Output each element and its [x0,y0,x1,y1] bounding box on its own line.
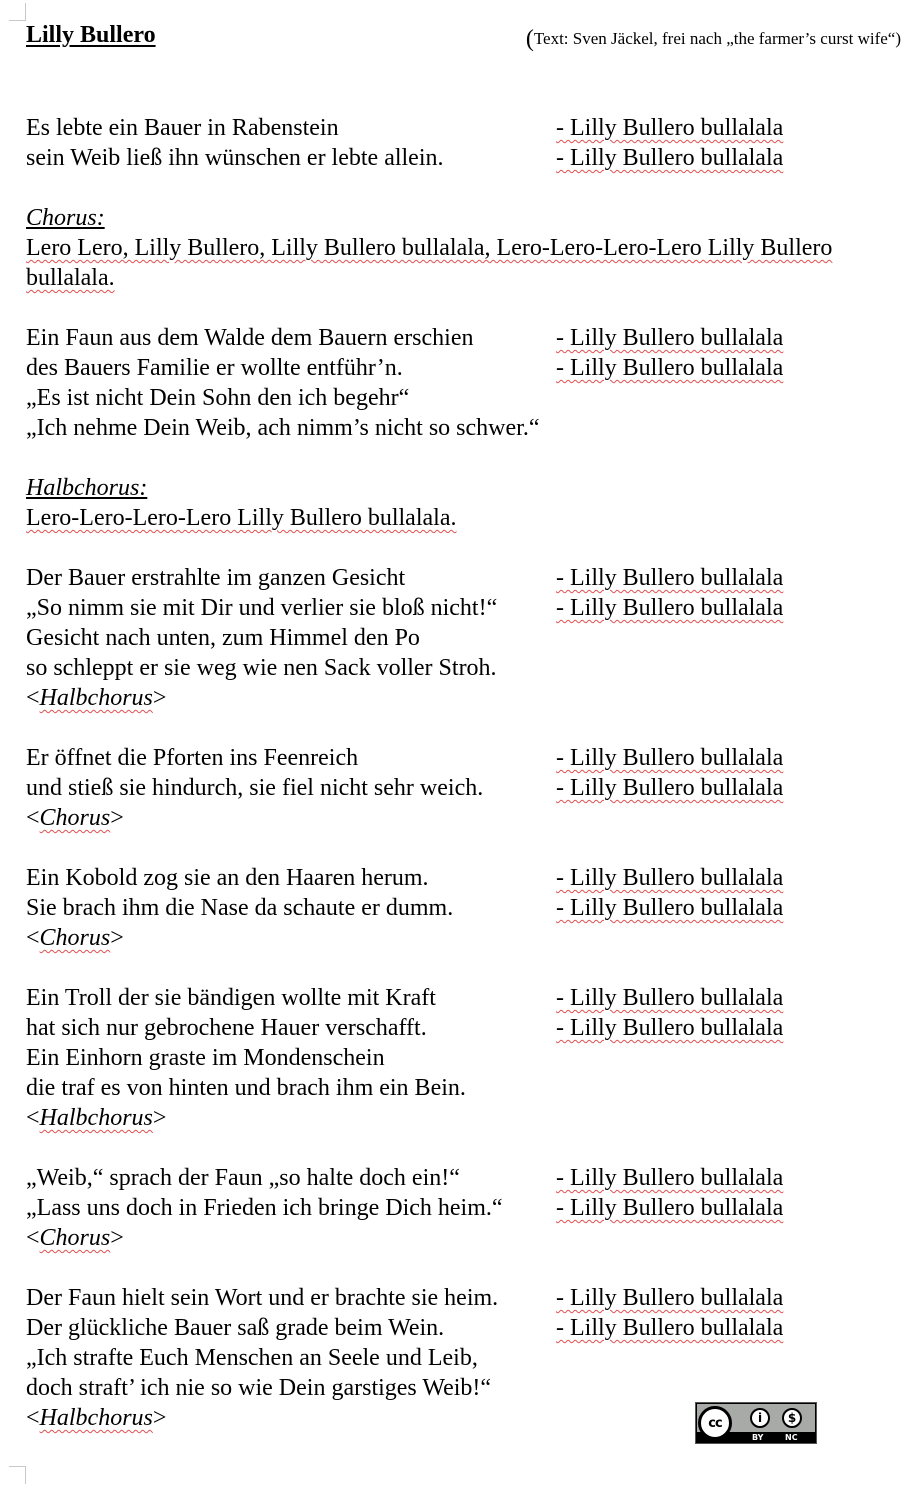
verse-text: Ein Kobold zog sie an den Haaren herum. [26,865,429,891]
verse-text: „Lass uns doch in Frieden ich bringe Dich heim.“ [26,1195,503,1221]
verse-text: Es lebte ein Bauer in Rabenstein [26,115,339,141]
ref-open: < [26,1405,40,1431]
verse-line: „Ich strafte Euch Menschen an Seele und Leib, [26,1345,478,1371]
verse-line [26,113,916,143]
refrain-text: - Lilly Bullero bullalala [556,775,784,801]
ref-open: < [26,805,40,831]
verse-line: Gesicht nach unten, zum Himmel den Po [26,625,420,651]
halbchorus-text [26,503,916,533]
verse-line [26,863,916,893]
verse-line: die traf es von hinten und brach ihm ein Bein. [26,1075,466,1101]
ref-label: Halbchorus [39,1105,153,1131]
refrain-text: - Lilly Bullero bullalala [556,145,784,171]
lyrics-body [26,113,916,1433]
chorus-reference [26,803,916,833]
song-title: Lilly Bullero [26,22,156,48]
verse-text: sein Weib ließ ihn wünschen er lebte allein. [26,145,444,171]
refrain-text: - Lilly Bullero bullalala [556,1315,784,1341]
verse-line [26,323,916,353]
ref-open: < [26,1225,40,1251]
halbchorus-heading [26,473,916,503]
verse-text: „Weib,“ sprach der Faun „so halte doch ein!“ [26,1165,460,1191]
verse-text: Der Faun hielt sein Wort und er brachte sie heim. [26,1285,499,1311]
refrain-text: - Lilly Bullero bullalala [556,985,784,1011]
refrain-text: - Lilly Bullero bullalala [556,865,784,891]
refrain-text: - Lilly Bullero bullalala [556,325,784,351]
halbchorus-heading-text: Halbchorus: [26,475,148,501]
verse-line [26,563,916,593]
refrain-text: - Lilly Bullero bullalala [556,115,784,141]
ref-open: < [26,925,40,951]
ref-close: > [110,805,124,831]
halbchorus-reference [26,1103,916,1133]
ref-label: Chorus [39,1225,111,1251]
refrain-text: - Lilly Bullero bullalala [556,565,784,591]
verse-line [26,143,916,173]
verse-line: so schleppt er sie weg wie nen Sack voller Stroh. [26,655,497,681]
verse-text: Er öffnet die Pforten ins Feenreich [26,745,359,771]
verse-text: Ein Troll der sie bändigen wollte mit Kraft [26,985,436,1011]
verse-line [26,1013,916,1043]
credit-text: Text: Sven Jäckel, frei nach „the farmer’s curst wife“ [533,29,896,48]
noncommercial-icon: $ [782,1408,802,1428]
ref-close: > [152,1105,167,1131]
verse-text: „So nimm sie mit Dir und verlier sie bloß nicht!“ [26,595,498,621]
refrain-text: - Lilly Bullero bullalala [556,1195,784,1221]
ref-close: > [152,685,167,711]
ref-label: Halbchorus [39,685,153,711]
chorus-reference [26,1223,916,1253]
verse-line [26,1193,916,1223]
credit-open-paren: ( [525,26,534,52]
refrain-text: - Lilly Bullero bullalala [556,595,784,621]
ref-open: < [26,685,40,711]
verse-text: Ein Faun aus dem Walde dem Bauern erschien [26,325,474,351]
attribution-icon: i [750,1408,770,1428]
by-label: BY [752,1433,764,1442]
verse-line: doch straft’ ich nie so wie Dein garstiges Weib!“ [26,1375,492,1401]
nc-label: NC [785,1433,798,1442]
ref-close: > [110,925,124,951]
cc-by-nc-license-badge [695,1402,817,1444]
ref-close: > [152,1405,167,1431]
halbchorus-text-content: Lero-Lero-Lero-Lero Lilly Bullero bullalala. [26,505,457,531]
refrain-text: - Lilly Bullero bullalala [556,1165,784,1191]
verse-line: Ein Einhorn graste im Mondenschein [26,1045,385,1071]
ref-open: < [26,1105,40,1131]
verse-text: Der Bauer erstrahlte im ganzen Gesicht [26,565,406,591]
refrain-text: - Lilly Bullero bullalala [556,745,784,771]
refrain-text: - Lilly Bullero bullalala [556,1015,784,1041]
cc-logo-icon: cc [698,1406,732,1440]
verse-line [26,353,916,383]
ref-label: Chorus [39,925,111,951]
verse-text: Der glückliche Bauer saß grade beim Wein. [26,1315,445,1341]
verse-text: hat sich nur gebrochene Hauer verschafft. [26,1015,427,1041]
verse-line: „Es ist nicht Dein Sohn den ich begehr“ [26,385,410,411]
refrain-text: - Lilly Bullero bullalala [556,1285,784,1311]
verse-text: des Bauers Familie er wollte entführ’n. [26,355,403,381]
verse-line [26,1163,916,1193]
verse-line [26,983,916,1013]
verse-line [26,1283,916,1313]
halbchorus-reference [26,683,916,713]
chorus-reference [26,923,916,953]
ref-close: > [110,1225,124,1251]
ref-label: Chorus [39,805,111,831]
refrain-text: - Lilly Bullero bullalala [556,895,784,921]
page-corner-mark-top [9,3,26,21]
credit-close-paren: ) [895,29,901,48]
refrain-text: - Lilly Bullero bullalala [556,355,784,381]
chorus-heading [26,203,916,233]
author-credit [526,26,901,53]
verse-text: Sie brach ihm die Nase da schaute er dumm. [26,895,454,921]
verse-line [26,773,916,803]
verse-line [26,743,916,773]
verse-line: „Ich nehme Dein Weib, ach nimm’s nicht so schwer.“ [26,415,540,441]
page-corner-mark-bottom [9,1466,26,1484]
verse-line [26,893,916,923]
verse-line [26,593,916,623]
chorus-text: Lero Lero, Lilly Bullero, Lilly Bullero bullalala, Lero-Lero-Lero-Lero Lilly Bullero bullalala. [26,235,833,291]
chorus-heading-text: Chorus: [26,205,105,231]
verse-text: und stieß sie hindurch, sie fiel nicht sehr weich. [26,775,484,801]
ref-label: Halbchorus [39,1405,153,1431]
verse-line [26,1313,916,1343]
